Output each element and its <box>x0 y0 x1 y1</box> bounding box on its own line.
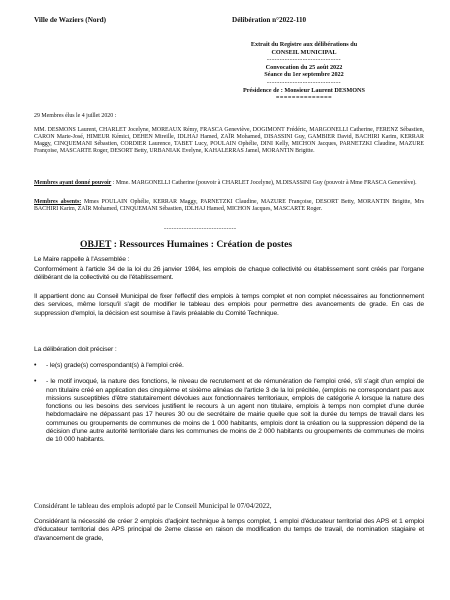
bullet-list <box>34 362 424 445</box>
paragraph-1: Conformément à l'article 34 de la loi du 26 janvier 1984, les emplois de chaque collectivité ou établissement sont créés par l'organe délibérant de la collectivité ou de l'établissement. <box>34 266 424 282</box>
separator: ----------------------------- <box>266 78 342 86</box>
absents-label: Membres absents: <box>34 199 82 205</box>
extract-header <box>214 41 394 102</box>
absents-paragraph <box>34 199 424 213</box>
separator: ----------------------------- <box>266 56 342 64</box>
city-header: Ville de Waziers (Nord) <box>34 16 107 24</box>
convocation-date: Convocation du 25 août 2022 <box>265 63 343 71</box>
objet-label: OBJET <box>80 239 112 250</box>
present-members: MM. DESMONS Laurent, CHARLET Jocelyne, MOREAUX Rémy, FRASCA Geneviève, DOGIMONT Frédéric, MARGONELLI Catherine, FERENZ Sébastien, CARON Marie-José, HIMEUR Kémici, DEHEN Mireille, IDLHAJ Hamed, ZAÏR Mohamed, DISASSINI Guy, GAMBIER David, BACHIRI Karim, KERRAR Maggy, CINQUEMANI Sébastien, CORDIER Laurence, TABET Lucy, POULAIN Ophélie, DINI Kelly, MICHON Jacques, PARNETZKI Claudine, MAZURE Françoise, MASCARTE Roger, DESORT Betty, URBANIAK Evelyne, KAHALERRAS Jamel, MORANTIN Brigitte. <box>34 127 424 154</box>
deliberation-intro: La délibération doit préciser : <box>34 346 117 353</box>
pouvoir-label: Membres ayant donné pouvoir <box>34 180 112 186</box>
bullet-icon: • <box>34 378 37 386</box>
seance-date: Séance du 1er septembre 2022 <box>264 71 344 79</box>
extract-line1: Extrait du Registre aux délibérations du <box>250 41 358 48</box>
list-item: • - le motif invoqué, la nature des fonctions, le niveau de recrutement et de rémunération de l'emploi créé, s'il s'agit d'un emploi de non titulaire créé en application des cinquième et sixième alinéas de l'article 3 de la loi précitée, (emplois ne correspondant pas aux missions susceptibles d'être statutairement dévolues aux fonctionnaires territoriaux, emplois de catégorie A lorsque la nature des fonctions ou les besoins des services justifient le recours à un agent non titulaire, emplois à temps non complet d'une durée hebdomadaire ne dépassant pas 17 heures 30 ou de secrétaire de mairie quelle que soit la durée du temps de travail dans les communes ou groupements de communes de moins de 1 000 habitants, emplois dont la création ou la suppression dépend de la décision d'une autre autorité territoriale dans les communes de moins de 2 000 habitants ou groupements de communes de moins de 10 000 habitants. <box>34 378 424 444</box>
extract-line2: CONSEIL MUNICIPAL <box>271 48 337 56</box>
separator: ============== <box>275 94 333 102</box>
list-item: • - le(s) grade(s) correspondant(s) à l'emploi créé. <box>34 362 184 369</box>
paragraph-2: Il appartient donc au Conseil Municipal de fixer l'effectif des emplois à temps complet et non complet nécessaires au fonctionnement des services, même lorsqu'il s'agit de modifier le tableau des emplois pour permettre des avancements de grade. En cas de suppression d'emploi, la décision est soumise à l'avis préalable du Comité Technique. <box>34 293 424 317</box>
absents-text: Mmes POULAIN Ophélie, KERRAR Maggy, PARNETZKI Claudine, MAZURE Françoise, DESORT Betty, MORANTIN Brigitte, Mrs BACHIRI Karim, ZAÏR Mohamed, CINQUEMANI Sébastien, IDLHAJ Hamed, MICHON Jacques, MASCARTE Roger. <box>34 199 424 212</box>
bullet-icon: • <box>34 362 37 369</box>
maire-intro: Le Maire rappelle à l'Assemblée : <box>34 256 130 263</box>
deliberation-number: Délibération n°2022-110 <box>232 16 307 24</box>
presidence: Présidence de : Monsieur Laurent DESMONS <box>243 86 365 94</box>
separator: ----------------------------- <box>164 226 237 232</box>
members-count: 29 Membres élus le 4 juillet 2020 : <box>34 113 117 119</box>
pouvoir-text: : Mme. MARGONELLI Catherine (pouvoir à CHARLET Jocelyne), M.DISASSINI Guy (pouvoir à Mme FRASCA Geneviève). <box>111 180 417 186</box>
objet-title <box>80 239 292 250</box>
considerant-1: Considérant le tableau des emplois adopté par le Conseil Municipal le 07/04/2022, <box>34 502 272 510</box>
considerant-2: Considérant la nécessité de créer 2 emplois d'adjoint technique à temps complet, 1 emploi d'éducateur territorial des APS et 1 emploi d'éducateur territorial des APS principal de 2eme classe en raison de modification du temps de travail, de nomination stagiaire et d'avancement de grade, <box>34 518 424 542</box>
objet-text: : Ressources Humaines : Création de postes <box>111 239 293 250</box>
pouvoir-paragraph <box>34 180 424 187</box>
